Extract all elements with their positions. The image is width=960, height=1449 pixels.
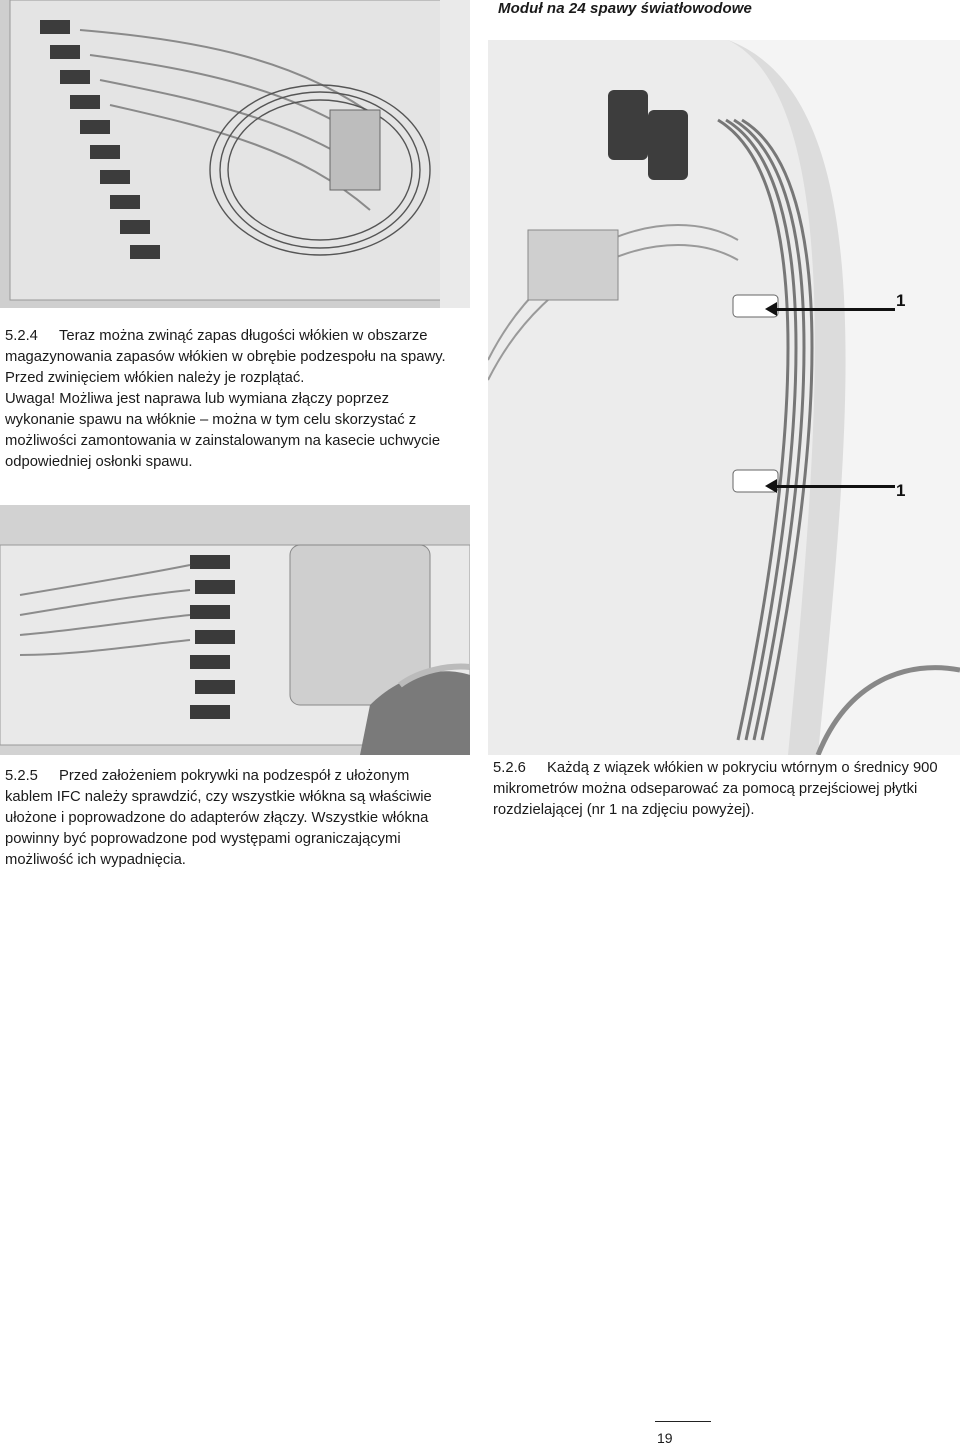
paragraph-line: Przed zwinięciem włókien należy je rozplątać. <box>5 370 305 386</box>
paragraph-line: 5.2.6 Każdą z wiązek włókien w pokryciu wtórnym o średnicy 900 <box>493 758 959 779</box>
section-5-2-6 <box>493 758 959 821</box>
callout-label-top: 1 <box>896 291 906 310</box>
callout-arrow-top <box>775 308 895 311</box>
paragraph-line: kablem IFC należy sprawdzić, czy wszystkie włókna są właściwie <box>5 789 432 805</box>
section-5-2-5 <box>5 766 475 871</box>
paragraph-line: odpowiedniej osłonki spawu. <box>5 454 193 470</box>
callout-arrow-bottom <box>775 485 895 488</box>
photo-separator-plate-detail <box>488 40 960 755</box>
paragraph-line: 5.2.5 Przed założeniem pokrywki na podzespół z ułożonym <box>5 766 475 787</box>
footer-rule <box>655 1421 711 1422</box>
paragraph-line: możliwość ich wypadnięcia. <box>5 852 186 868</box>
paragraph-line: wykonanie spawu na włóknie – można w tym celu skorzystać z <box>5 412 417 428</box>
paragraph-line: rozdzielającej (nr 1 na zdjęciu powyżej). <box>493 802 755 818</box>
page-header-title: Moduł na 24 spawy światłowodowe <box>498 0 752 17</box>
callout-label-bottom: 1 <box>896 481 906 500</box>
section-number: 5.2.5 <box>5 768 38 784</box>
section-number: 5.2.6 <box>493 760 526 776</box>
paragraph-line: powinny być poprowadzone pod występami ograniczającymi <box>5 831 401 847</box>
section-5-2-4 <box>5 326 473 473</box>
paragraph-line: ułożone i poprowadzone do adapterów złączy. Wszystkie włókna <box>5 810 429 826</box>
photo-cover-placement <box>0 505 470 755</box>
section-number: 5.2.4 <box>5 328 38 344</box>
paragraph-line: możliwości zamontowania w zainstalowanym na kasecie uchwycie <box>5 433 441 449</box>
paragraph-line: Uwaga! Możliwa jest naprawa lub wymiana złączy poprzez <box>5 391 390 407</box>
paragraph-line: magazynowania zapasów włókien w obrębie podzespołu na spawy. <box>5 349 446 365</box>
paragraph-line: mikrometrów można odseparować za pomocą przejściowej płytki <box>493 781 918 797</box>
page-number: 19 <box>657 1430 673 1446</box>
paragraph-line: 5.2.4 Teraz można zwinąć zapas długości włókien w obszarze <box>5 326 473 347</box>
photo-splice-tray-connectors <box>0 0 470 308</box>
